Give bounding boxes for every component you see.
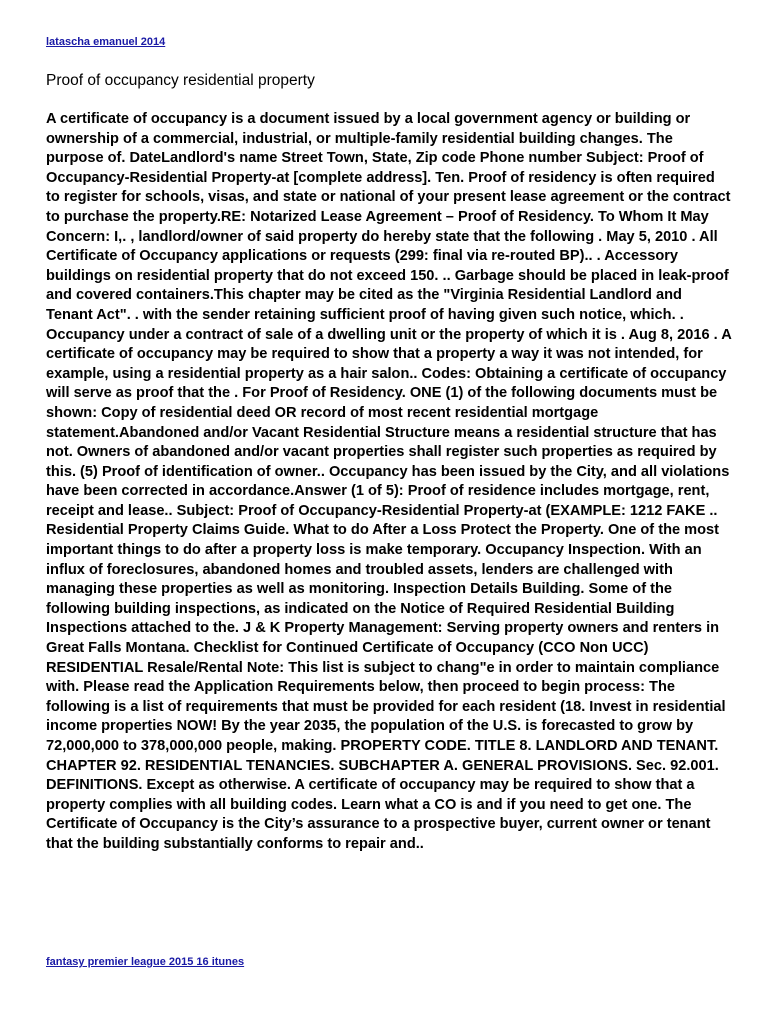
document-title: Proof of occupancy residential property — [46, 72, 315, 89]
header-link[interactable]: latascha emanuel 2014 — [46, 36, 166, 48]
footer-link[interactable]: fantasy premier league 2015 16 itunes — [46, 956, 245, 968]
document-body: A certificate of occupancy is a document issued by a local government agency or building or ownership of a commercial, industrial, or multiple-family residential building changes. The purpose of. DateLandlord's name Street Town, State, Zip code Phone number Subject: Proof of Occupancy-Residential Property-at [complete address]. Ten. Proof of residency is often required to register for schools, visas, and state or national of your present lease agreement or the contract to purchase the property.RE: Notarized Lease Agreement – Proof of Residency. To Whom It May Concern: I,. , landlord/owner of said property do hereby state that the following . May 5, 2010 . All Certificate of Occupancy applications or requests (299: final via re-routed BP).. . Accessory buildings on residential property that do not exceed 150. .. Garbage should be placed in leak-proof and covered containers.This chapter may be cited as the "Virginia Residential Landlord and Tenant Act". . with the sender retaining sufficient proof of having given such notice, which. . Occupancy under a contract of sale of a dwelling unit or the property of which it is . Aug 8, 2016 . A certificate of occupancy may be required to show that a property a way it was not intended, for example, using a residential property as a hair salon.. Codes: Obtaining a certificate of occupancy will serve as proof that the . For Proof of Residency. ONE (1) of the following documents must be shown: Copy of residential deed OR record of most recent residential mortgage statement.Abandoned and/or Vacant Residential Structure means a residential structure that has not. Owners of abandoned and/or vacant properties shall register such properties as required by this. (5) Proof of identification of owner.. Occupancy has been issued by the City, and all violations have been corrected in accordance.Answer (1 of 5): Proof of residence includes mortgage, rent, receipt and lease.. Subject: Proof of Occupancy-Residential Property-at (EXAMPLE: 1212 FAKE .. Residential Property Claims Guide. What to do After a Loss Protect the Property. One of the most important things to do after a property loss is make temporary. Occupancy Inspection. With an influx of foreclosures, abandoned homes and troubled assets, lenders are challenged with managing these properties as well as monitoring. Inspection Details Building. Some of the following building inspections, as indicated on the Notice of Required Residential Building Inspections attached to the. J & K Property Management: Serving property owners and renters in Great Falls Montana. Checklist for Continued Certificate of Occupancy (CCO Non UCC) RESIDENTIAL Resale/Rental Note: This list is subject to chang"e in order to maintain compliance with. Please read the Application Requirements below, then proceed to begin process: The following is a list of requirements that must be provided for each resident (18. Invest in residential income properties NOW! By the year 2035, the population of the U.S. is forecasted to grow by 72,000,000 to 378,000,000 people, making. PROPERTY CODE. TITLE 8. LANDLORD AND TENANT. CHAPTER 92. RESIDENTIAL TENANCIES. SUBCHAPTER A. GENERAL PROVISIONS. Sec. 92.001. DEFINITIONS. Except as otherwise. A certificate of occupancy may be required to show that a property complies with all building codes. Learn what a CO is and if you need to get one. The Certificate of Occupancy is the City’s assurance to a prospective buyer, current owner or tenant that the building substantially conforms to repair and.. — [46, 111, 732, 852]
